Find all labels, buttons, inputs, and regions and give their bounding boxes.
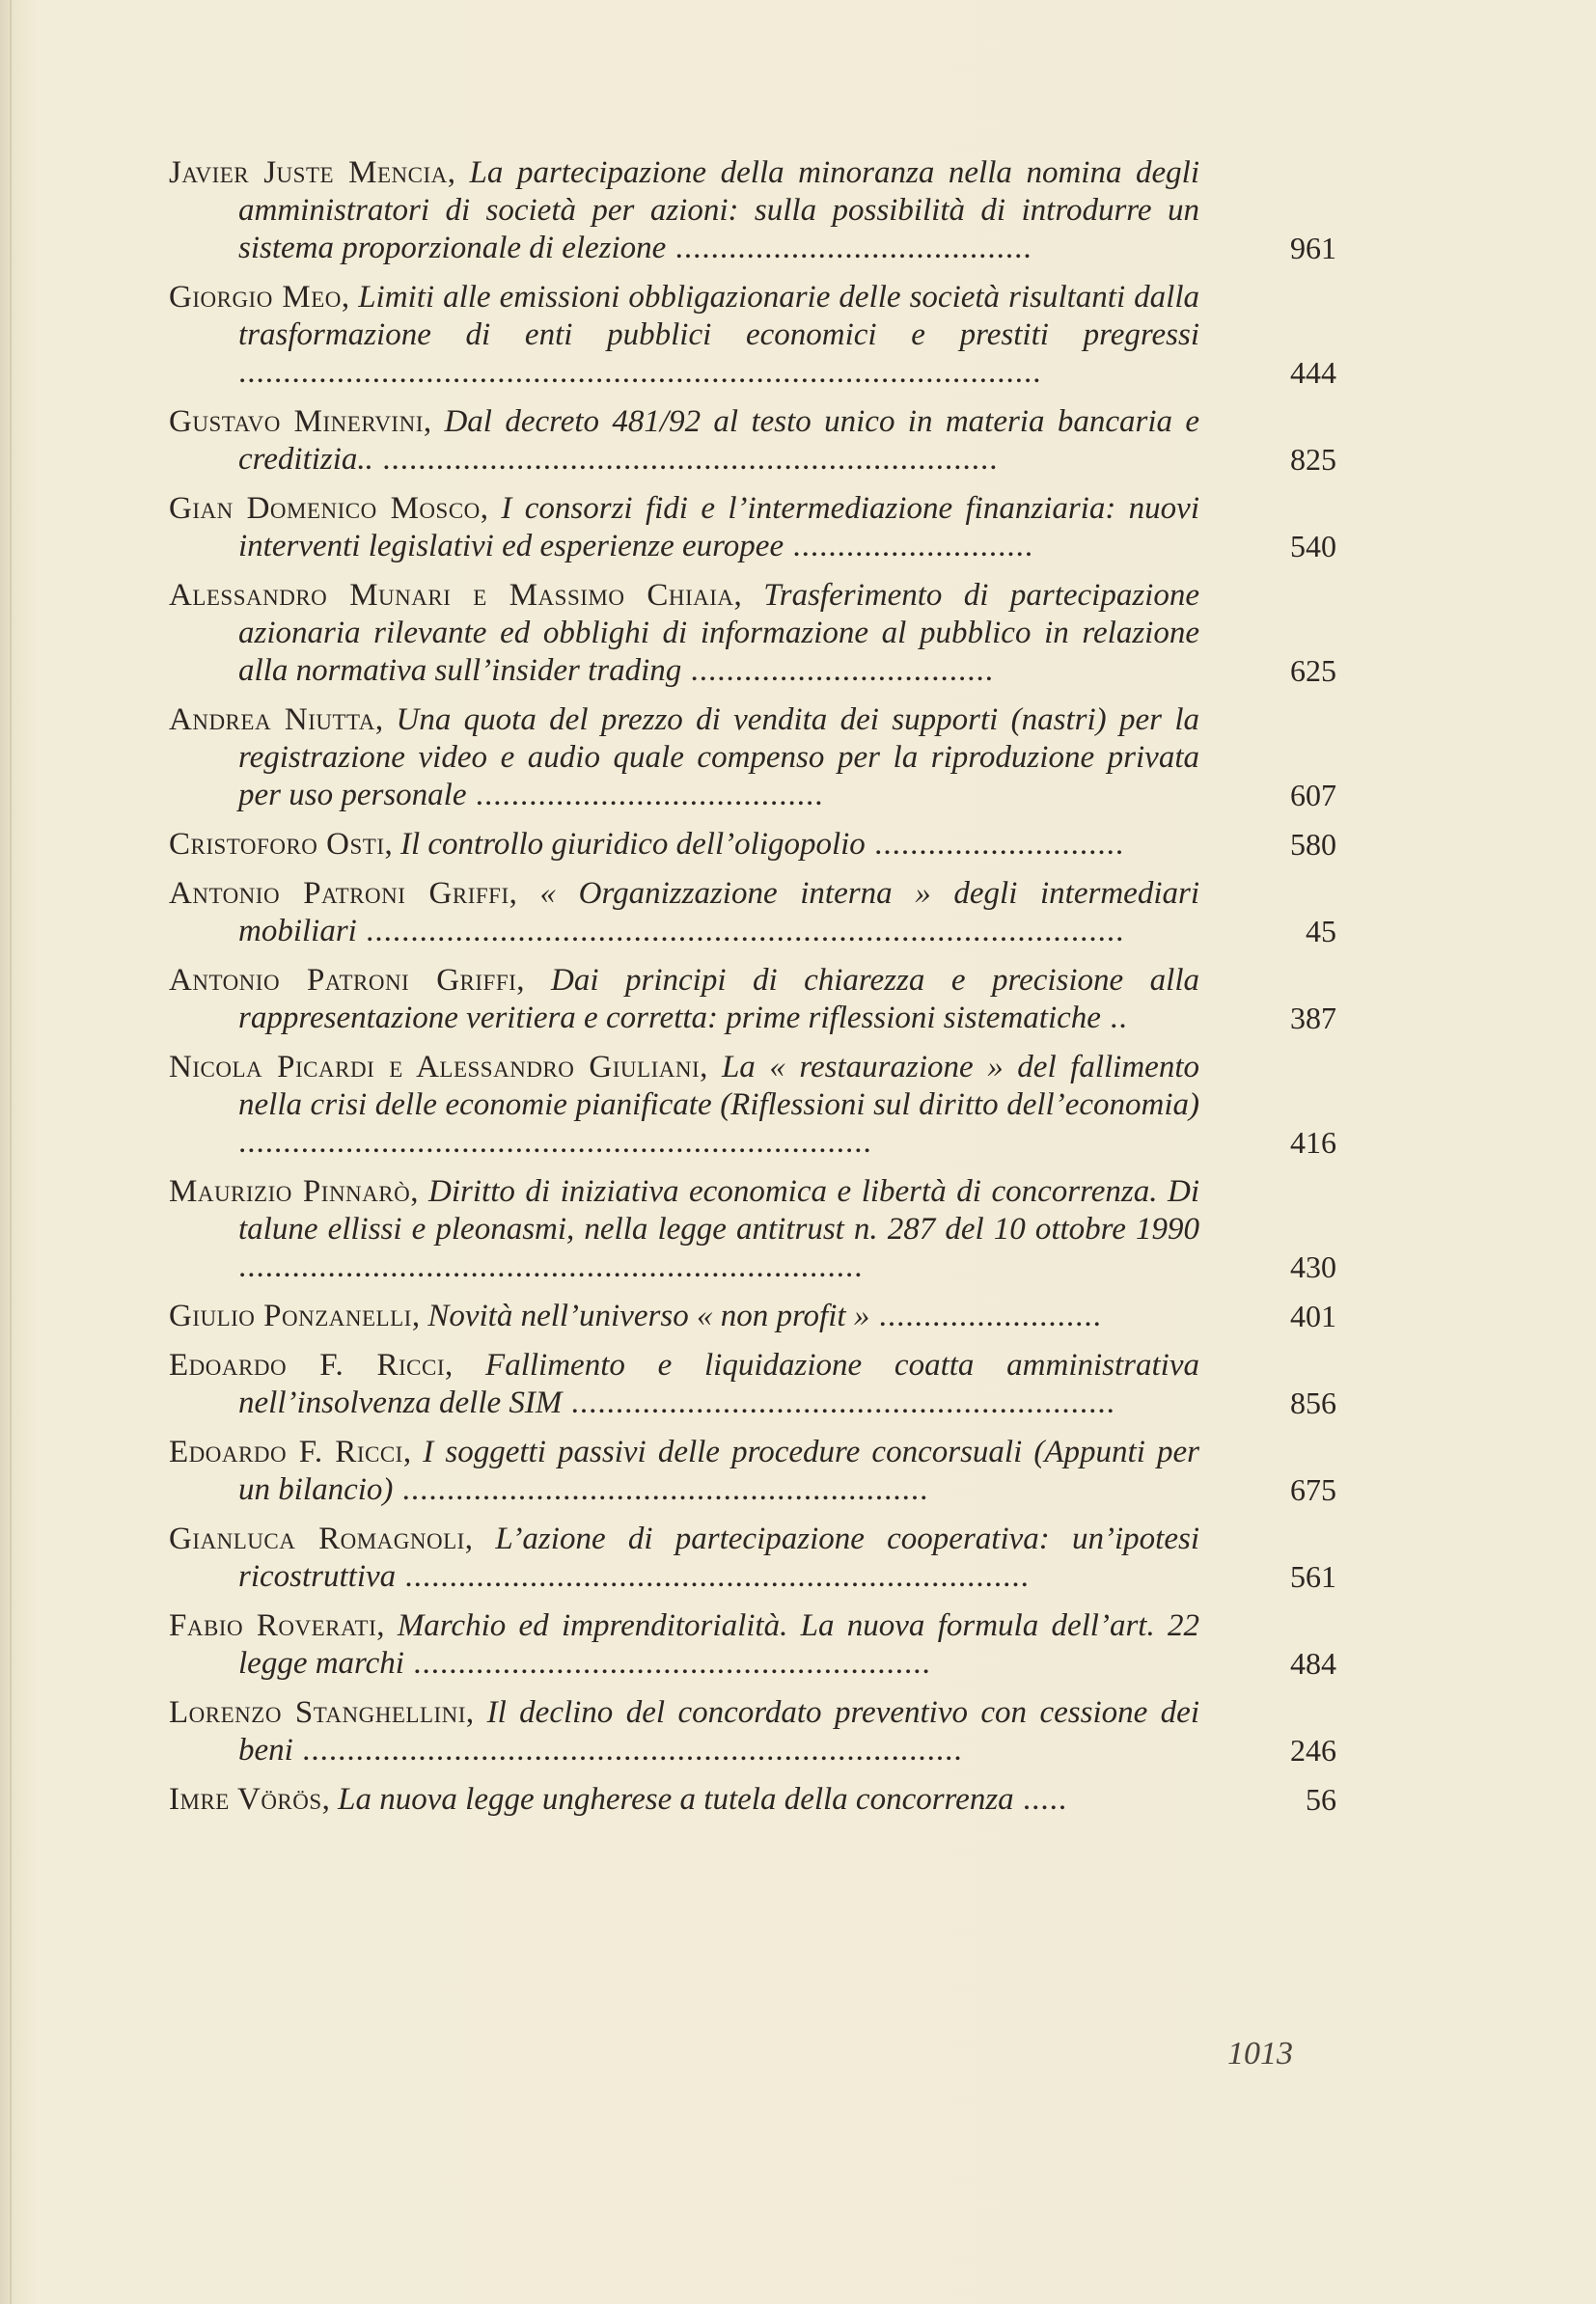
index-entry	[169, 1607, 1336, 1683]
entry-title: La « restaurazione » del fallimento nella crisi delle economie pianificate (Riflessioni sul diritto dell’economia)	[238, 1050, 1199, 1122]
entry-text	[169, 1049, 1199, 1162]
entry-title: Diritto di iniziativa economica e libertà di concorrenza. Di talune ellissi e pleonasmi, nella legge antitrust n. 287 del 10 ottobre 1990	[238, 1174, 1199, 1247]
entry-page-number: 246	[1290, 1733, 1336, 1768]
entry-text	[169, 154, 1199, 267]
entry-title: Una quota del prezzo di vendita dei supporti (nastri) per la registrazione video e audio quale compenso per la riproduzione privata per uso personale	[238, 702, 1200, 812]
entry-separator: ,	[321, 1782, 339, 1817]
entry-page-number: 484	[1290, 1646, 1336, 1681]
entry-text	[169, 490, 1199, 565]
entry-text	[169, 1173, 1199, 1286]
entry-title: L’azione di partecipazione cooperativa: un’ipotesi ricostruttiva	[238, 1522, 1200, 1594]
index-entry	[169, 962, 1336, 1037]
entry-page-number: 580	[1290, 827, 1336, 862]
entry-text	[169, 701, 1199, 814]
dot-leader: ......................................................................	[396, 1559, 1030, 1594]
entry-text	[169, 279, 1199, 392]
entry-separator: ,	[516, 963, 552, 998]
entry-author: Giulio Ponzanelli	[169, 1299, 412, 1333]
index-entry	[169, 875, 1336, 950]
dot-leader: ..	[1100, 1001, 1128, 1035]
index-entry	[169, 1434, 1336, 1509]
entry-page-number: 56	[1306, 1782, 1336, 1817]
dot-leader: .....................................................................................	[356, 914, 1125, 948]
entry-separator: ,	[384, 827, 400, 862]
entry-text	[169, 1781, 1199, 1819]
index-entry	[169, 577, 1336, 690]
index-entry	[169, 279, 1336, 392]
dot-leader: ..................................	[681, 653, 995, 688]
entry-author: Edoardo F. Ricci	[169, 1348, 446, 1383]
entry-separator: ,	[445, 1348, 486, 1383]
entry-text	[169, 577, 1199, 690]
entry-page-number: 416	[1290, 1125, 1336, 1160]
entry-author: Giorgio Meo	[169, 280, 342, 315]
index-entry	[169, 403, 1336, 479]
entry-author: Lorenzo Stanghellini	[169, 1695, 466, 1730]
entry-separator: ,	[423, 404, 445, 439]
index-entry	[169, 826, 1336, 864]
entry-page-number: 607	[1290, 778, 1336, 812]
entry-page-number: 45	[1306, 914, 1336, 948]
dot-leader: ......................................................................	[238, 1249, 864, 1284]
entry-separator: ,	[341, 280, 359, 315]
entry-title: « Organizzazione interna » degli intermediari mobiliari	[238, 876, 1199, 948]
entry-title: Novità nell’universo « non profit »	[427, 1299, 870, 1333]
entry-title: Il controllo giuridico dell’oligopolio	[399, 827, 866, 862]
entry-separator: ,	[464, 1522, 496, 1556]
page-edge	[10, 0, 12, 2304]
entry-page-number: 675	[1290, 1472, 1336, 1507]
dot-leader: ............................	[865, 827, 1125, 862]
entry-title: Trasferimento di partecipazione azionaria rilevante ed obblighi di informazione al pubblico in relazione alla normativa sull’insider trading	[238, 578, 1199, 688]
entry-separator: ,	[411, 1299, 428, 1333]
entry-text	[169, 403, 1199, 479]
entry-separator: ,	[410, 1174, 429, 1209]
entry-title: I consorzi fidi e l’intermediazione finanziaria: nuovi interventi legislativi ed esperienze europee	[238, 491, 1199, 563]
entry-title: La partecipazione della minoranza nella nomina degli amministratori di società per azioni: sulla possibilità di introdurre un sistema proporzionale di elezione	[238, 155, 1199, 265]
dot-leader: .............................................................	[562, 1385, 1115, 1420]
entry-author: Cristoforo Osti	[169, 827, 385, 862]
entry-author: Gustavo Minervini	[169, 404, 424, 439]
index-entry	[169, 1694, 1336, 1769]
entry-separator: ,	[402, 1435, 424, 1469]
entry-author: Edoardo F. Ricci	[169, 1435, 403, 1469]
entry-author: Antonio Patroni Griffi	[169, 876, 509, 911]
dot-leader: ...........................................................	[393, 1472, 929, 1507]
dot-leader: ..........................................................................	[292, 1733, 963, 1768]
dot-leader: .....................................................................	[372, 442, 999, 477]
entry-text	[169, 826, 1199, 864]
entry-page-number: 401	[1290, 1299, 1336, 1333]
entry-text	[169, 1607, 1199, 1683]
entry-title: Il declino del concordato preventivo con cessione dei beni	[238, 1695, 1199, 1768]
dot-leader: .....	[1013, 1782, 1068, 1817]
entry-title: Dai principi di chiarezza e precisione alla rappresentazione veritiera e corretta: prime riflessioni sistematiche	[238, 963, 1200, 1035]
entry-text	[169, 1694, 1199, 1769]
entry-page-number: 825	[1290, 442, 1336, 477]
index-entry	[169, 1347, 1336, 1422]
entry-author: Gian Domenico Mosco	[169, 491, 481, 526]
entry-text	[169, 1521, 1199, 1596]
index-entry	[169, 1521, 1336, 1596]
entry-text	[169, 1347, 1199, 1422]
entry-separator: ,	[447, 155, 470, 190]
index-entry	[169, 154, 1336, 267]
dot-leader: ..........................................................	[403, 1646, 931, 1681]
entry-page-number: 387	[1290, 1001, 1336, 1035]
entry-author: Gianluca Romagnoli	[169, 1522, 465, 1556]
entry-text	[169, 1298, 1199, 1335]
index-entry	[169, 1298, 1336, 1335]
entry-page-number: 961	[1290, 231, 1336, 265]
page-number: 1013	[1227, 2036, 1293, 2071]
entry-title: La nuova legge ungherese a tutela della concorrenza	[338, 1782, 1014, 1817]
entry-author: Javier Juste Mencia	[169, 155, 448, 190]
entry-text	[169, 962, 1199, 1037]
entry-author: Fabio Roverati	[169, 1608, 377, 1643]
entry-separator: ,	[700, 1050, 722, 1084]
dot-leader: ...........................	[784, 529, 1034, 563]
entry-separator: ,	[733, 578, 764, 613]
entry-text	[169, 1434, 1199, 1509]
entry-title: Marchio ed imprenditorialità. La nuova formula dell’art. 22 legge marchi	[238, 1608, 1200, 1681]
entry-page-number: 444	[1290, 355, 1336, 390]
entry-author: Nicola Picardi e Alessandro Giuliani	[169, 1050, 701, 1084]
index-entry	[169, 490, 1336, 565]
index-entry	[169, 1049, 1336, 1162]
entry-author: Maurizio Pinnarò	[169, 1174, 411, 1209]
index-entry	[169, 1781, 1336, 1819]
entry-author: Antonio Patroni Griffi	[169, 963, 517, 998]
entry-separator: ,	[509, 876, 540, 911]
entry-separator: ,	[376, 1608, 398, 1643]
entry-page-number: 540	[1290, 529, 1336, 563]
entry-title: Dal decreto 481/92 al testo unico in materia bancaria e creditizia..	[238, 404, 1199, 477]
entry-text	[169, 875, 1199, 950]
entry-author: Imre Vörös	[169, 1782, 322, 1817]
index-list	[169, 154, 1336, 1830]
entry-title: I soggetti passivi delle procedure concorsuali (Appunti per un bilancio)	[238, 1435, 1200, 1507]
entry-separator: ,	[465, 1695, 487, 1730]
dot-leader: ........................................	[666, 231, 1032, 265]
entry-title: Fallimento e liquidazione coatta amministrativa nell’insolvenza delle SIM	[238, 1348, 1199, 1420]
dot-leader: .......................................	[466, 778, 824, 812]
entry-author: Andrea Niutta	[169, 702, 375, 737]
dot-leader: .........................	[869, 1299, 1102, 1333]
entry-title: Limiti alle emissioni obbligazionarie delle società risultanti dalla trasformazione di enti pubblici economici e prestiti pregressi	[238, 280, 1200, 352]
entry-page-number: 430	[1290, 1249, 1336, 1284]
dot-leader: .......................................................................	[238, 1125, 872, 1160]
entry-page-number: 561	[1290, 1559, 1336, 1594]
entry-separator: ,	[480, 491, 502, 526]
entry-author: Alessandro Munari e Massimo Chiaia	[169, 578, 734, 613]
index-entry	[169, 1173, 1336, 1286]
index-entry	[169, 701, 1336, 814]
entry-separator: ,	[374, 702, 397, 737]
entry-page-number: 856	[1290, 1385, 1336, 1420]
entry-page-number: 625	[1290, 653, 1336, 688]
dot-leader: ..........................................................................................	[238, 355, 1042, 390]
